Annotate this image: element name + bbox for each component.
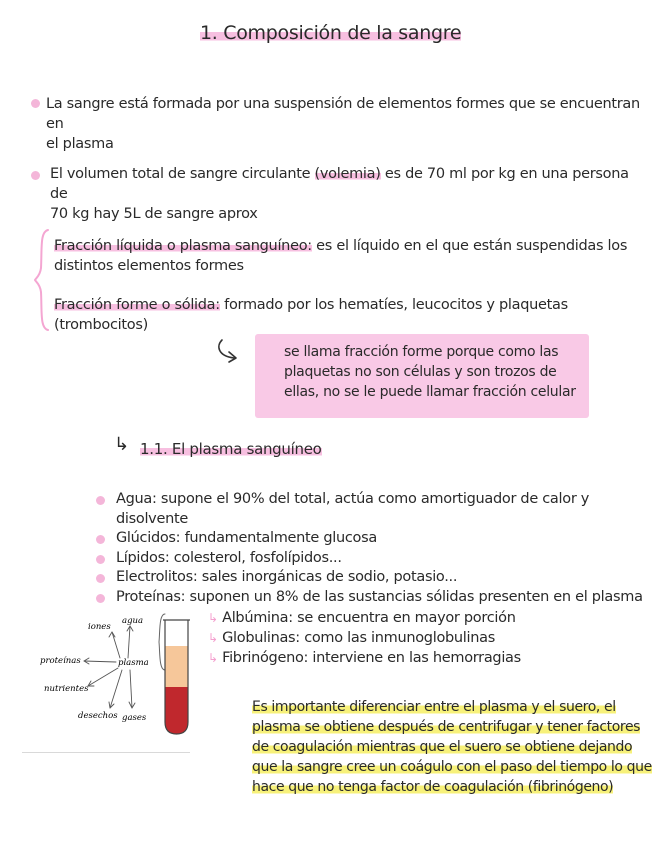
important-line: plasma se obtiene después de centrifugar y tener factores [252,719,641,735]
intro-1-line-1: La sangre está formada por una suspensión de elementos formes que se encuentran en [46,96,640,132]
sub-arrow-icon: ↳ [208,631,218,645]
note-line-3: ellas, no se le puede llamar fracción celular [284,384,576,400]
fraction-liquid [54,236,644,276]
important-line: que la sangre cree un coágulo con el paso del tiempo lo que [252,759,652,775]
diagram-label-proteinas: proteínas [40,656,81,666]
intro-paragraph-2 [50,164,650,224]
intro-2-line-1 [50,164,650,204]
important-line: hace que no tenga factor de coagulación (fibrinógeno) [252,779,614,795]
plasma-list [96,490,656,607]
important-note [252,697,652,797]
protein-item: ↳ Globulinas: como las inmunoglobulinas [208,630,495,646]
list-item: Lípidos: colesterol, fosfolípidos... [96,549,656,569]
note-line-2: plaquetas no son células y son trozos de [284,364,557,380]
important-line: Es importante diferenciar entre el plasma y el suero, el [252,699,616,715]
bullet [31,171,40,180]
note-line-1: se llama fracción forme porque como las [284,344,559,360]
list-item: Glúcidos: fundamentalmente glucosa [96,529,656,549]
diagram-label-gases: gases [122,713,147,723]
diagram-label-agua: agua [122,616,144,626]
curved-arrow-icon [214,338,244,364]
brace-icon [34,228,52,332]
sub-arrow-icon: ↳ [208,611,218,625]
diagram-label-iones: iones [88,622,111,632]
protein-list [208,608,648,668]
fraction-solid-text: formado por los hematíes, leucocitos y plaquetas (trombocitos) [54,297,568,333]
list-item: Electrolitos: sales inorgánicas de sodio, potasio... [96,568,656,588]
divider [22,752,190,753]
fraction-solid [54,295,654,335]
fraction-solid-label: Fracción forme o sólida: [54,297,220,313]
intro-2-line-2: 70 kg hay 5L de sangre aprox [50,206,258,222]
note-text [284,342,584,402]
bullet [31,99,40,108]
fraction-liquid-label: Fracción líquida o plasma sanguíneo: [54,238,312,254]
intro-2-text: El volumen total de sangre circulante [50,166,315,182]
diagram-label-center: plasma [118,658,149,668]
list-item: Agua: supone el 90% del total, actúa como amortiguador de calor y disolvente [96,490,656,529]
plasma-diagram [30,612,160,730]
page-title: 1. Composición de la sangre [200,22,462,44]
intro-1-line-2: el plasma [46,136,114,152]
intro-paragraph-1 [46,94,646,154]
test-tube-icon [160,618,194,738]
intro-2-text-cont: es de 70 ml por kg en una persona de [50,166,629,202]
fraction-liquid-line-1 [54,236,644,256]
important-line: de coagulación mientras que el suero se obtiene dejando [252,739,633,755]
diagram-label-desechos: desechos [78,711,118,721]
volemia-highlight: (volemia) [314,166,381,182]
fraction-liquid-text: es el líquido en el que están suspendidas los [311,238,628,254]
section-title: 1.1. El plasma sanguíneo [140,440,322,458]
protein-item: ↳ Fibrinógeno: interviene en las hemorragias [208,650,521,666]
diagram-label-nutrientes: nutrientes [44,684,89,694]
sub-arrow-icon: ↳ [208,651,218,665]
list-item: Proteínas: suponen un 8% de las sustancias sólidas presenten en el plasma [96,588,656,608]
section-arrow-icon: ↳ [114,434,130,455]
fraction-liquid-line-2: distintos elementos formes [54,258,244,274]
protein-item: ↳ Albúmina: se encuentra en mayor porción [208,610,516,626]
